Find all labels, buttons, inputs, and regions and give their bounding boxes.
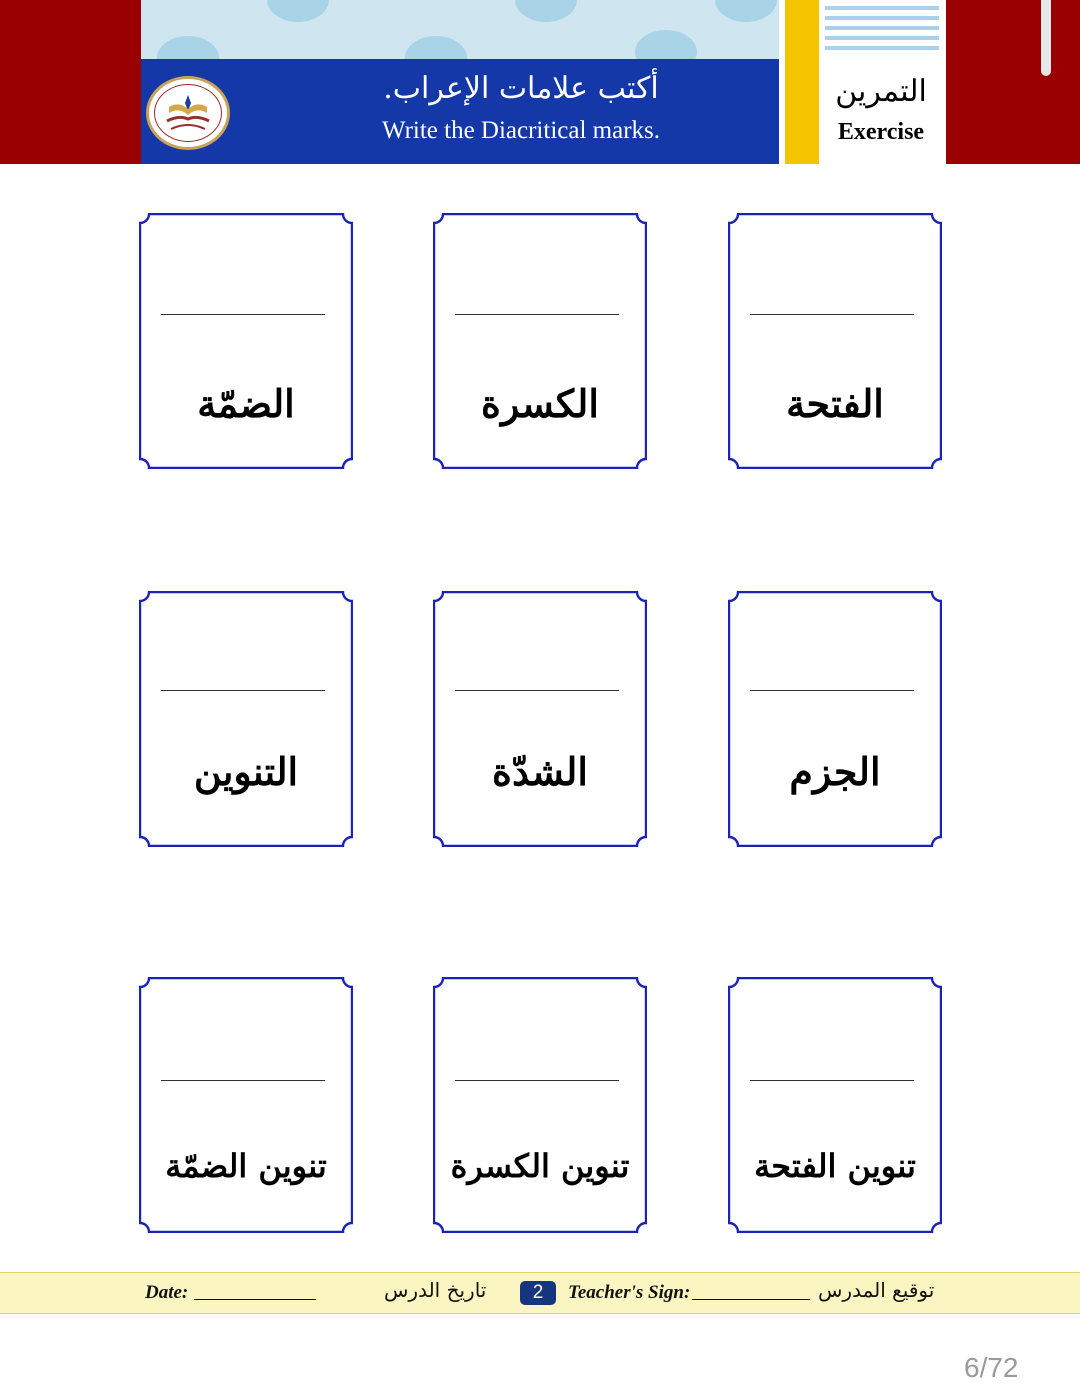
- exercise-label-panel: [819, 0, 946, 164]
- decorative-dot: [715, 0, 777, 22]
- card-tanween-damma: [139, 977, 353, 1233]
- card-fatha: [728, 213, 942, 469]
- date-label-arabic: تاريخ الدرس: [384, 1278, 487, 1302]
- teacher-sign-field[interactable]: [692, 1299, 810, 1300]
- lesson-number-badge: 2: [520, 1281, 556, 1305]
- card-frame: [139, 213, 353, 469]
- answer-line[interactable]: [750, 690, 914, 691]
- scrollbar-thumb[interactable]: [1041, 0, 1051, 76]
- card-frame: [433, 977, 647, 1233]
- answer-line[interactable]: [750, 1080, 914, 1081]
- answer-line[interactable]: [161, 314, 325, 315]
- card-label: تنوين الضمّة: [165, 1147, 327, 1185]
- card-kasra: [433, 213, 647, 469]
- teacher-sign-label: Teacher's Sign:: [568, 1282, 691, 1303]
- card-label: التنوين: [193, 749, 299, 794]
- teacher-sign-label-arabic: توقيع المدرس: [818, 1278, 935, 1302]
- header-accent-bar: [785, 0, 819, 164]
- decorative-dot: [515, 0, 577, 22]
- card-shadda: [433, 591, 647, 847]
- decorative-dot: [267, 0, 329, 22]
- card-damma: [139, 213, 353, 469]
- card-frame: [433, 591, 647, 847]
- card-label: الشدّة: [492, 749, 588, 794]
- answer-line[interactable]: [161, 690, 325, 691]
- decorative-dot: [405, 36, 467, 59]
- decorative-dot: [635, 30, 697, 59]
- logo-emblem-icon: [161, 91, 215, 135]
- card-frame: [728, 591, 942, 847]
- header-title-banner: [141, 59, 779, 164]
- date-field[interactable]: [194, 1299, 316, 1300]
- page-indicator: 6/72: [964, 1352, 1019, 1383]
- card-frame: [728, 977, 942, 1233]
- header-right-band: [946, 0, 1080, 164]
- card-jazm: [728, 591, 942, 847]
- answer-line[interactable]: [455, 1080, 619, 1081]
- exercise-title-arabic: أكتب علامات الإعراب.: [383, 71, 659, 106]
- footer-signature-bar: [0, 1272, 1080, 1314]
- card-label: الضمّة: [197, 381, 295, 426]
- header-dotted-strip: [141, 0, 779, 59]
- card-tanween-kasra: [433, 977, 647, 1233]
- card-frame: [433, 213, 647, 469]
- card-label: الجزم: [789, 749, 881, 794]
- school-logo: [146, 76, 230, 150]
- section-label-english: Exercise: [837, 119, 925, 145]
- header-left-band: [0, 0, 141, 164]
- section-label-arabic: التمرين: [835, 74, 927, 109]
- answer-line[interactable]: [750, 314, 914, 315]
- answer-line[interactable]: [161, 1080, 325, 1081]
- answer-line[interactable]: [455, 314, 619, 315]
- card-tanween-fatha: [728, 977, 942, 1233]
- ruled-lines-decoration: [825, 6, 939, 56]
- card-frame: [728, 213, 942, 469]
- date-label: Date:: [145, 1282, 189, 1303]
- decorative-dot: [157, 36, 219, 59]
- exercise-title-english: Write the Diacritical marks.: [381, 117, 661, 144]
- card-frame: [139, 591, 353, 847]
- card-label: تنوين الكسرة: [450, 1147, 630, 1185]
- card-label: الكسرة: [481, 381, 599, 426]
- card-tanween: [139, 591, 353, 847]
- answer-line[interactable]: [455, 690, 619, 691]
- card-label: تنوين الفتحة: [754, 1147, 916, 1185]
- card-label: الفتحة: [786, 381, 884, 426]
- card-frame: [139, 977, 353, 1233]
